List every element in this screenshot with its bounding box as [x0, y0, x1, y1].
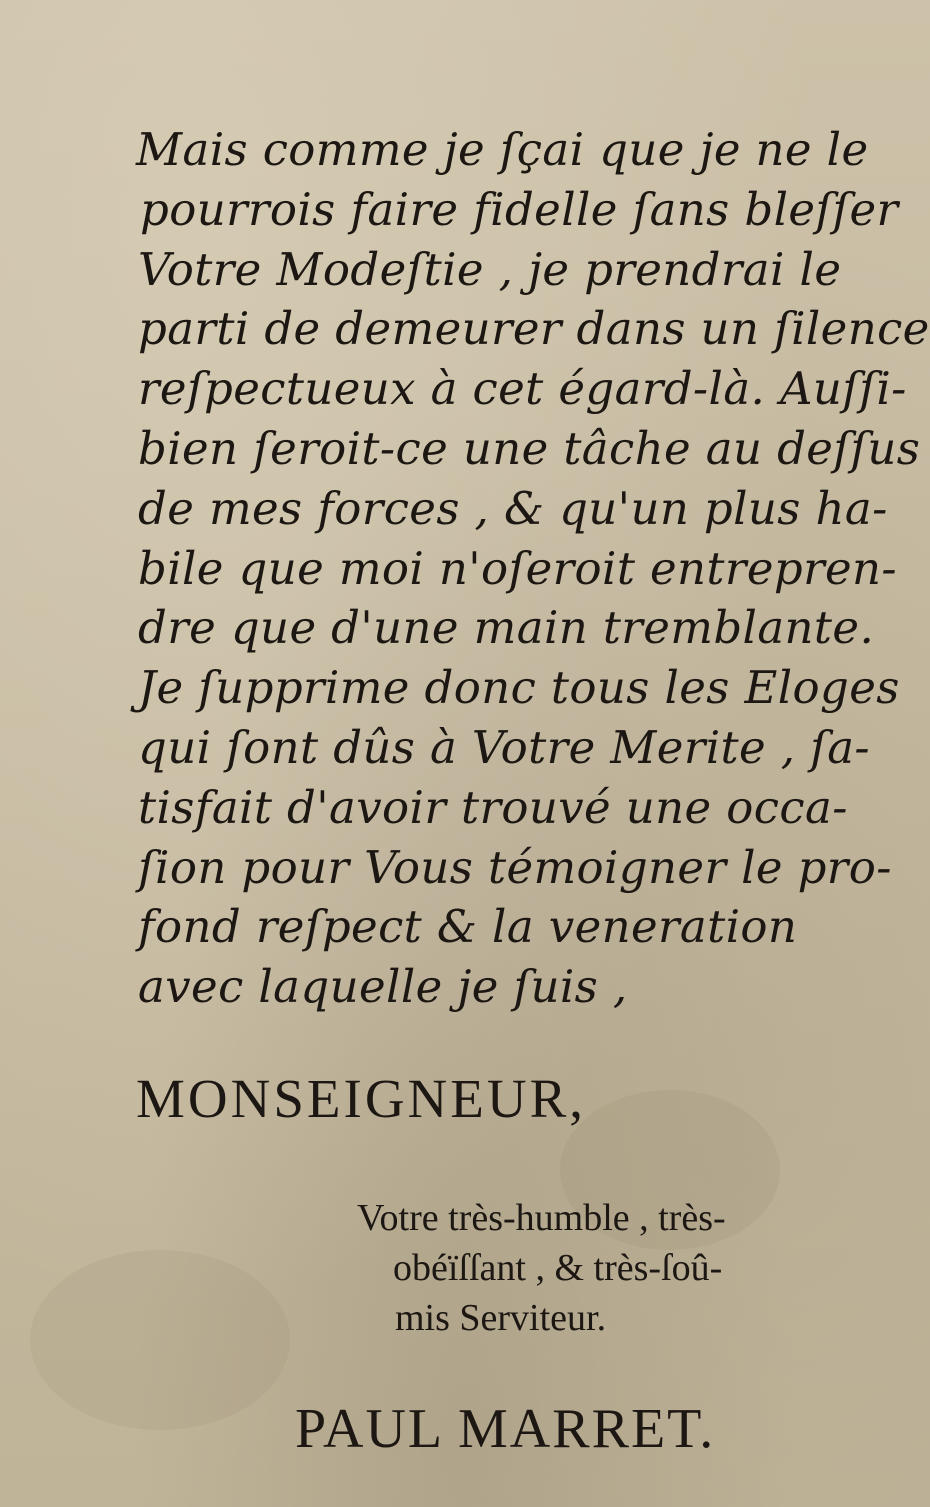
closing-line: obéïſſant , & très-ſoû- [393, 1247, 723, 1289]
body-line: tisfait d'avoir trouvé une occa- [138, 780, 848, 834]
body-line: bile que moi n'oſeroit entrepren- [138, 541, 897, 595]
body-line: dre que d'une main tremblante. [138, 601, 875, 655]
salutation: MONSEIGNEUR, [136, 1068, 587, 1129]
body-line: fond reſpect & la veneration [138, 900, 798, 954]
body-line: Je ſupprime donc tous les Eloges [138, 661, 900, 715]
body-line: bien ſeroit-ce une tâche au deſſus [138, 421, 921, 475]
closing-line: Votre très-humble , très- [357, 1197, 726, 1239]
body-line: ſion pour Vous témoigner le pro- [138, 840, 892, 894]
body-line: Mais comme je ſçai que je ne le [136, 123, 869, 176]
body-line: reſpectueux à cet égard-là. Auſſi- [138, 362, 907, 416]
body-line: avec laquelle je ſuis , [138, 960, 628, 1014]
body-line: de mes forces , & qu'un plus ha- [138, 481, 888, 535]
paper-stain [30, 1250, 290, 1430]
body-line: parti de demeurer dans un ſilence [138, 302, 930, 356]
signature: PAUL MARRET. [295, 1398, 716, 1460]
body-line: Votre Modeſtie , je prendrai le [138, 242, 842, 296]
closing-line: mis Serviteur. [395, 1297, 607, 1339]
body-line: pourrois faire fidelle ſans bleſſer [140, 182, 899, 236]
dedication-body [112, 120, 930, 1017]
body-line: qui ſont dûs à Votre Merite , ſa- [138, 720, 871, 774]
closing-formula [355, 1193, 726, 1343]
